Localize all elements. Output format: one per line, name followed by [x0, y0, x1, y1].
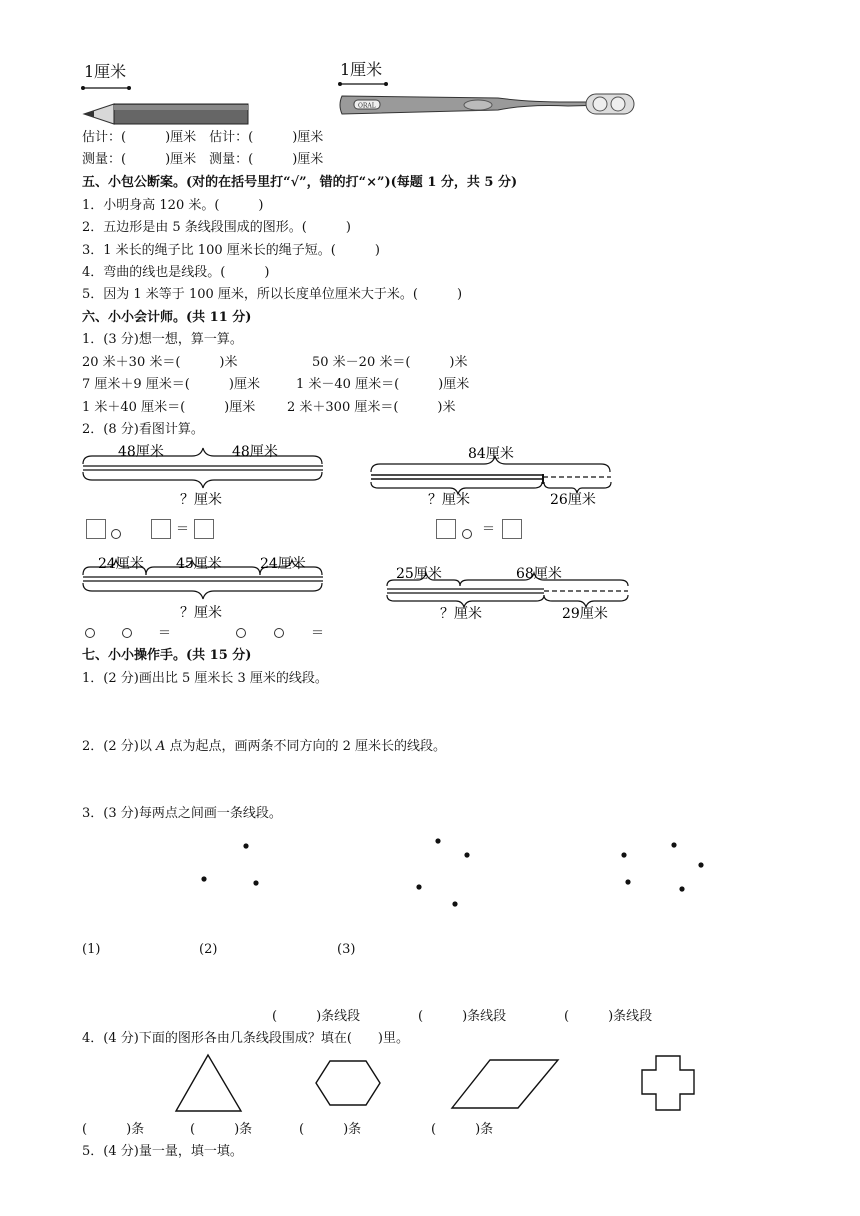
measure-row: 测量：( )厘米 测量：( )厘米 — [82, 152, 324, 167]
section5-title: 五、小包公断案。(对的在括号里打“√”，错的打“×”)(每题 1 分，共 5 分) — [82, 175, 518, 190]
s5-item-2: 2．五边形是由 5 条线段围成的图形。( ) — [82, 220, 351, 235]
diagram-c-top-3: 24厘米 — [260, 556, 306, 572]
q3-label-3: (3) — [337, 942, 356, 957]
s5-item-5: 5．因为 1 米等于 100 厘米，所以长度单位厘米大于米。( ) — [82, 287, 463, 302]
q3-answer-3: ( )条线段 — [564, 1009, 653, 1024]
section6-title: 六、小小会计师。(共 11 分) — [82, 310, 252, 325]
parallelogram-shape — [450, 1058, 562, 1110]
equals-sign: ＝ — [311, 626, 325, 641]
scale-label-toothbrush: 1厘米 — [340, 60, 383, 79]
operator-circle[interactable] — [85, 628, 95, 638]
equals-sign: ＝ — [158, 626, 172, 641]
s7-q3: 3．(3 分)每两点之间画一条线段。 — [82, 806, 282, 821]
operator-circle[interactable] — [122, 628, 132, 638]
s5-item-4: 4．弯曲的线也是线段。( ) — [82, 265, 270, 280]
answer-box[interactable] — [151, 519, 171, 539]
q4-answer-1: ( )条 — [82, 1122, 145, 1137]
q4-answer-4: ( )条 — [431, 1122, 494, 1137]
s6-q1-title: 1．(3 分)想一想，算一算。 — [82, 332, 243, 347]
q3-label-1: (1) — [82, 942, 101, 957]
diagram-a-bottom: ？厘米 — [180, 492, 222, 508]
diagram-b-top: 84厘米 — [468, 446, 514, 462]
s7-q2 — [82, 739, 446, 755]
q3-answer-2: ( )条线段 — [418, 1009, 507, 1024]
s5-item-3: 3．1 米长的绳子比 100 厘米长的绳子短。( ) — [82, 243, 380, 258]
diagram-c-top-1: 24厘米 — [98, 556, 144, 572]
answer-box[interactable] — [502, 519, 522, 539]
q4-answer-3: ( )条 — [299, 1122, 362, 1137]
operator-circle[interactable] — [462, 529, 472, 539]
s6-q1-r3-left: 1 米＋40 厘米＝( )厘米 — [82, 400, 256, 415]
hexagon-shape — [314, 1059, 384, 1109]
answer-box[interactable] — [86, 519, 106, 539]
diagram-c-bottom: ？厘米 — [180, 605, 222, 621]
s6-q1-r2-right: 1 米－40 厘米＝( )厘米 — [296, 377, 470, 392]
diagram-d-bottom-right: 29厘米 — [562, 606, 608, 622]
q3-answer-1: ( )条线段 — [272, 1009, 361, 1024]
q3-label-2: (2) — [199, 942, 218, 957]
s7-q4: 4．(4 分)下面的图形各由几条线段围成？填在( )里。 — [82, 1031, 409, 1046]
s6-q1-r3-right: 2 米＋300 厘米＝( )米 — [287, 400, 456, 415]
s7-q2-point-label: A — [155, 739, 166, 754]
diagram-b-bottom-right: 26厘米 — [550, 492, 596, 508]
s7-q1: 1．(2 分)画出比 5 厘米长 3 厘米的线段。 — [82, 671, 328, 686]
answer-box[interactable] — [436, 519, 456, 539]
operator-circle[interactable] — [111, 529, 121, 539]
operator-circle[interactable] — [274, 628, 284, 638]
cross-shape — [640, 1054, 700, 1114]
diagram-d-top-right: 68厘米 — [516, 566, 562, 582]
diagram-d-top-left: 25厘米 — [396, 566, 442, 582]
toothbrush-brand: ORAL — [358, 102, 376, 110]
section7-title: 七、小小操作手。(共 15 分) — [82, 648, 252, 663]
diagram-a-top-right: 48厘米 — [232, 444, 278, 460]
diagram-d — [384, 560, 644, 630]
dot-group-2 — [410, 835, 490, 915]
triangle-shape — [174, 1053, 244, 1113]
toothbrush-image — [338, 88, 638, 122]
s6-q2-title: 2．(8 分)看图计算。 — [82, 422, 204, 437]
s6-q1-r1-left: 20 米＋30 米＝( )米 — [82, 355, 238, 370]
dot-group-3 — [615, 838, 715, 898]
equals-sign: ＝ — [176, 522, 190, 537]
diagram-c — [80, 553, 330, 623]
scale-bar-pencil — [82, 84, 142, 94]
dot-group-1 — [195, 840, 275, 900]
diagram-a — [80, 440, 330, 510]
diagram-d-bottom-left: ？厘米 — [440, 606, 482, 622]
s5-item-1: 1．小明身高 120 米。( ) — [82, 198, 264, 213]
estimate-row: 估计：( )厘米 估计：( )厘米 — [82, 130, 324, 145]
operator-circle[interactable] — [236, 628, 246, 638]
answer-box[interactable] — [194, 519, 214, 539]
diagram-b — [368, 442, 628, 512]
s7-q2-prefix: 2．(2 分)以 — [82, 739, 156, 754]
equals-sign: ＝ — [482, 522, 496, 537]
s7-q5: 5．(4 分)量一量，填一填。 — [82, 1144, 243, 1159]
scale-label-pencil: 1厘米 — [84, 62, 127, 81]
diagram-b-bottom-left: ？厘米 — [428, 492, 470, 508]
q4-answer-2: ( )条 — [190, 1122, 253, 1137]
diagram-a-top-left: 48厘米 — [118, 444, 164, 460]
pencil-image — [84, 102, 254, 126]
s6-q1-r2-left: 7 厘米＋9 厘米＝( )厘米 — [82, 377, 260, 392]
s6-q1-r1-right: 50 米－20 米＝( )米 — [312, 355, 468, 370]
s7-q2-suffix: 点为起点，画两条不同方向的 2 厘米长的线段。 — [165, 739, 447, 754]
diagram-c-top-2: 45厘米 — [176, 556, 222, 572]
